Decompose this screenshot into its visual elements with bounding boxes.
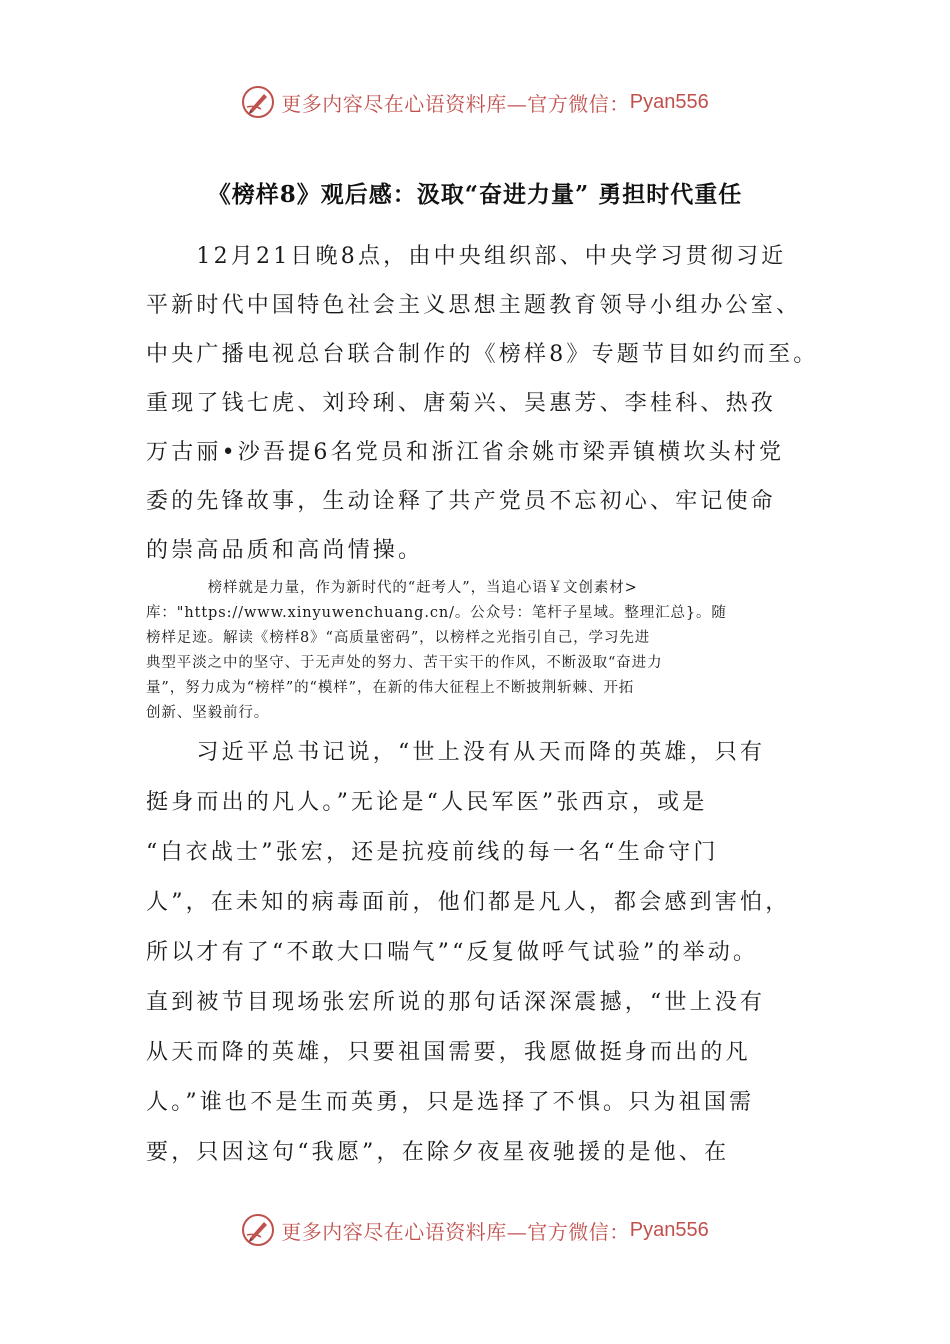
text-line: 创新、坚毅前行。	[146, 705, 270, 721]
text-line: 习近平总书记说，“世上没有从天而降的英雄，只有	[146, 740, 766, 765]
text-line: 从天而降的英雄，只要祖国需要，我愿做挺身而出的凡	[146, 1040, 751, 1065]
text-line: 量”，努力成为“榜样”的“模样”，在新的伟大征程上不断披荆斩棘、开拓	[146, 680, 635, 696]
pen-logo-icon	[241, 1213, 275, 1247]
text-line: 的崇高品质和高尚情操。	[146, 538, 424, 563]
text-line: 万古丽•沙吾提6名党员和浙江省余姚市梁弄镇横坎头村党	[146, 440, 785, 465]
text-line: 平新时代中国特色社会主义思想主题教育领导小组办公室、	[146, 293, 802, 318]
text-line: 所以才有了“不敢大口喘气”“反复做呼气试验”的举动。	[146, 940, 759, 965]
text-line: 中央广播电视总台联合制作的《榜样8》专题节目如约而至。	[146, 342, 819, 367]
footer-text: 更多内容尽在心语资料库—官方微信：	[281, 1219, 630, 1244]
text-line: 库："https://www.xinyuwenchuang.cn/。公众号：笔杆子星域。整理汇总}。随	[146, 605, 727, 621]
header-text: 更多内容尽在心语资料库—官方微信：	[281, 91, 630, 116]
header-wechat-id: Pyan556	[629, 90, 709, 113]
header-banner	[0, 82, 950, 122]
text-line: “白衣战士”张宏，还是抗疫前线的每一名“生命守门	[146, 840, 719, 865]
text-line: 直到被节目现场张宏所说的那句话深深震撼，“世上没有	[146, 990, 766, 1015]
page-title: 《榜样8》观后感：汲取“奋进力量” 勇担时代重任	[207, 181, 743, 208]
text-line: 12月21日晚8点，由中央组织部、中央学习贯彻习近	[146, 244, 787, 269]
text-line: 要，只因这句“我愿”，在除夕夜星夜驰援的是他、在	[146, 1140, 730, 1165]
pen-logo-icon	[241, 85, 275, 119]
text-line: 挺身而出的凡人。”无论是“人民军医”张西京，或是	[146, 790, 708, 815]
text-line: 榜样足迹。解读《榜样8》“高质量密码”，以榜样之光指引自己，学习先进	[146, 630, 651, 646]
text-line: 重现了钱七虎、刘玲琍、唐菊兴、吴惠芳、李桂科、热孜	[146, 391, 777, 416]
text-line: 人。”谁也不是生而英勇，只是选择了不惧。只为祖国需	[146, 1090, 755, 1115]
text-line: 典型平淡之中的坚守、于无声处的努力、苦干实干的作风，不断汲取“奋进力	[146, 655, 663, 671]
footer-banner	[0, 1210, 950, 1250]
text-line: 委的先锋故事，生动诠释了共产党员不忘初心、牢记使命	[146, 489, 777, 514]
text-line: 榜样就是力量，作为新时代的“赶考人”，当追心语￥文创素材>	[146, 580, 638, 596]
footer-wechat-id: Pyan556	[629, 1218, 709, 1241]
text-line: 人”，在未知的病毒面前，他们都是凡人，都会感到害怕，	[146, 890, 791, 915]
